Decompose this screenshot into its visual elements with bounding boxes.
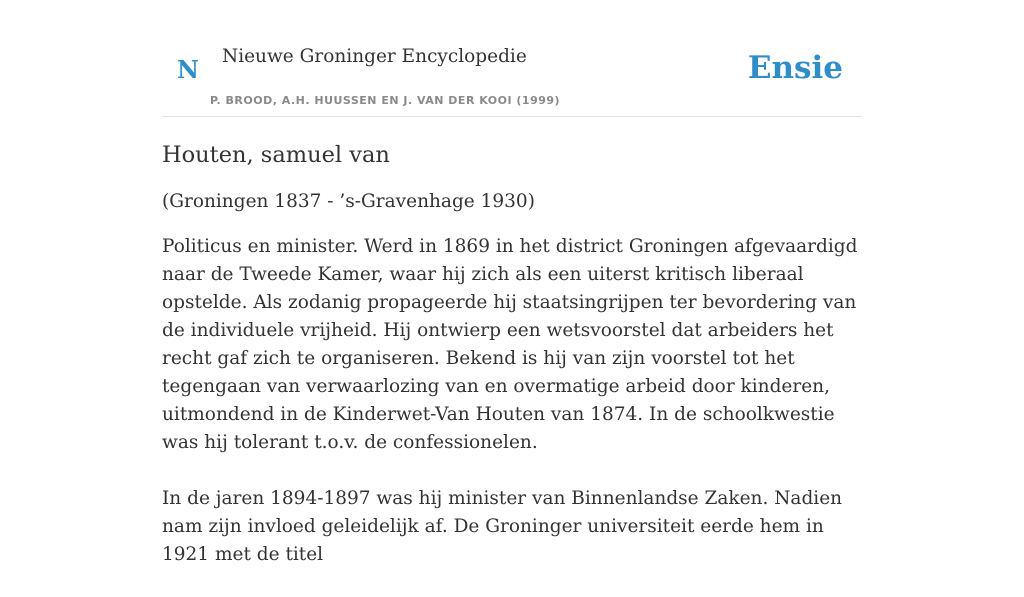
- article-paragraph: In de jaren 1894-1897 was hij minister van Binnenlandse Zaken. Nadien nam zijn invloed geleidelijk af. De Groninger universiteit eerde hem in 1921 met de titel: [162, 488, 843, 565]
- article-subtitle: (Groningen 1837 - ’s-Gravenhage 1930): [162, 191, 535, 212]
- encyclopedia-authors: P. BROOD, A.H. HUUSSEN EN J. VAN DER KOOI (1999): [210, 94, 561, 107]
- article-body: [162, 233, 862, 569]
- encyclopedia-title-link[interactable]: Nieuwe Groninger Encyclopedie: [222, 46, 527, 67]
- site-header: [162, 0, 862, 117]
- ensie-logo-link[interactable]: Ensie: [747, 50, 843, 86]
- article: [162, 140, 862, 597]
- article-title: Houten, samuel van: [162, 142, 390, 168]
- article-paragraph: Politicus en minister. Werd in 1869 in het district Groningen afgevaardigd naar de Tweede Kamer, waar hij zich als een uiterst kritisch liberaal opstelde. Als zodanig propageerde hij staatsingrijpen ter bevordering van de individuele vrijheid. Hij ontwierp een wetsvoorstel dat arbeiders het recht gaf zich te organiseren. Bekend is hij van zijn voorstel tot het tegengaan van verwaarlozing van en overmatige arbeid door kinderen, uitmondend in de Kinderwet-Van Houten van 1874. In de schoolkwestie was hij tolerant t.o.v. de confessionelen.: [162, 236, 858, 453]
- encyclopedia-logo-letter[interactable]: N: [177, 55, 199, 84]
